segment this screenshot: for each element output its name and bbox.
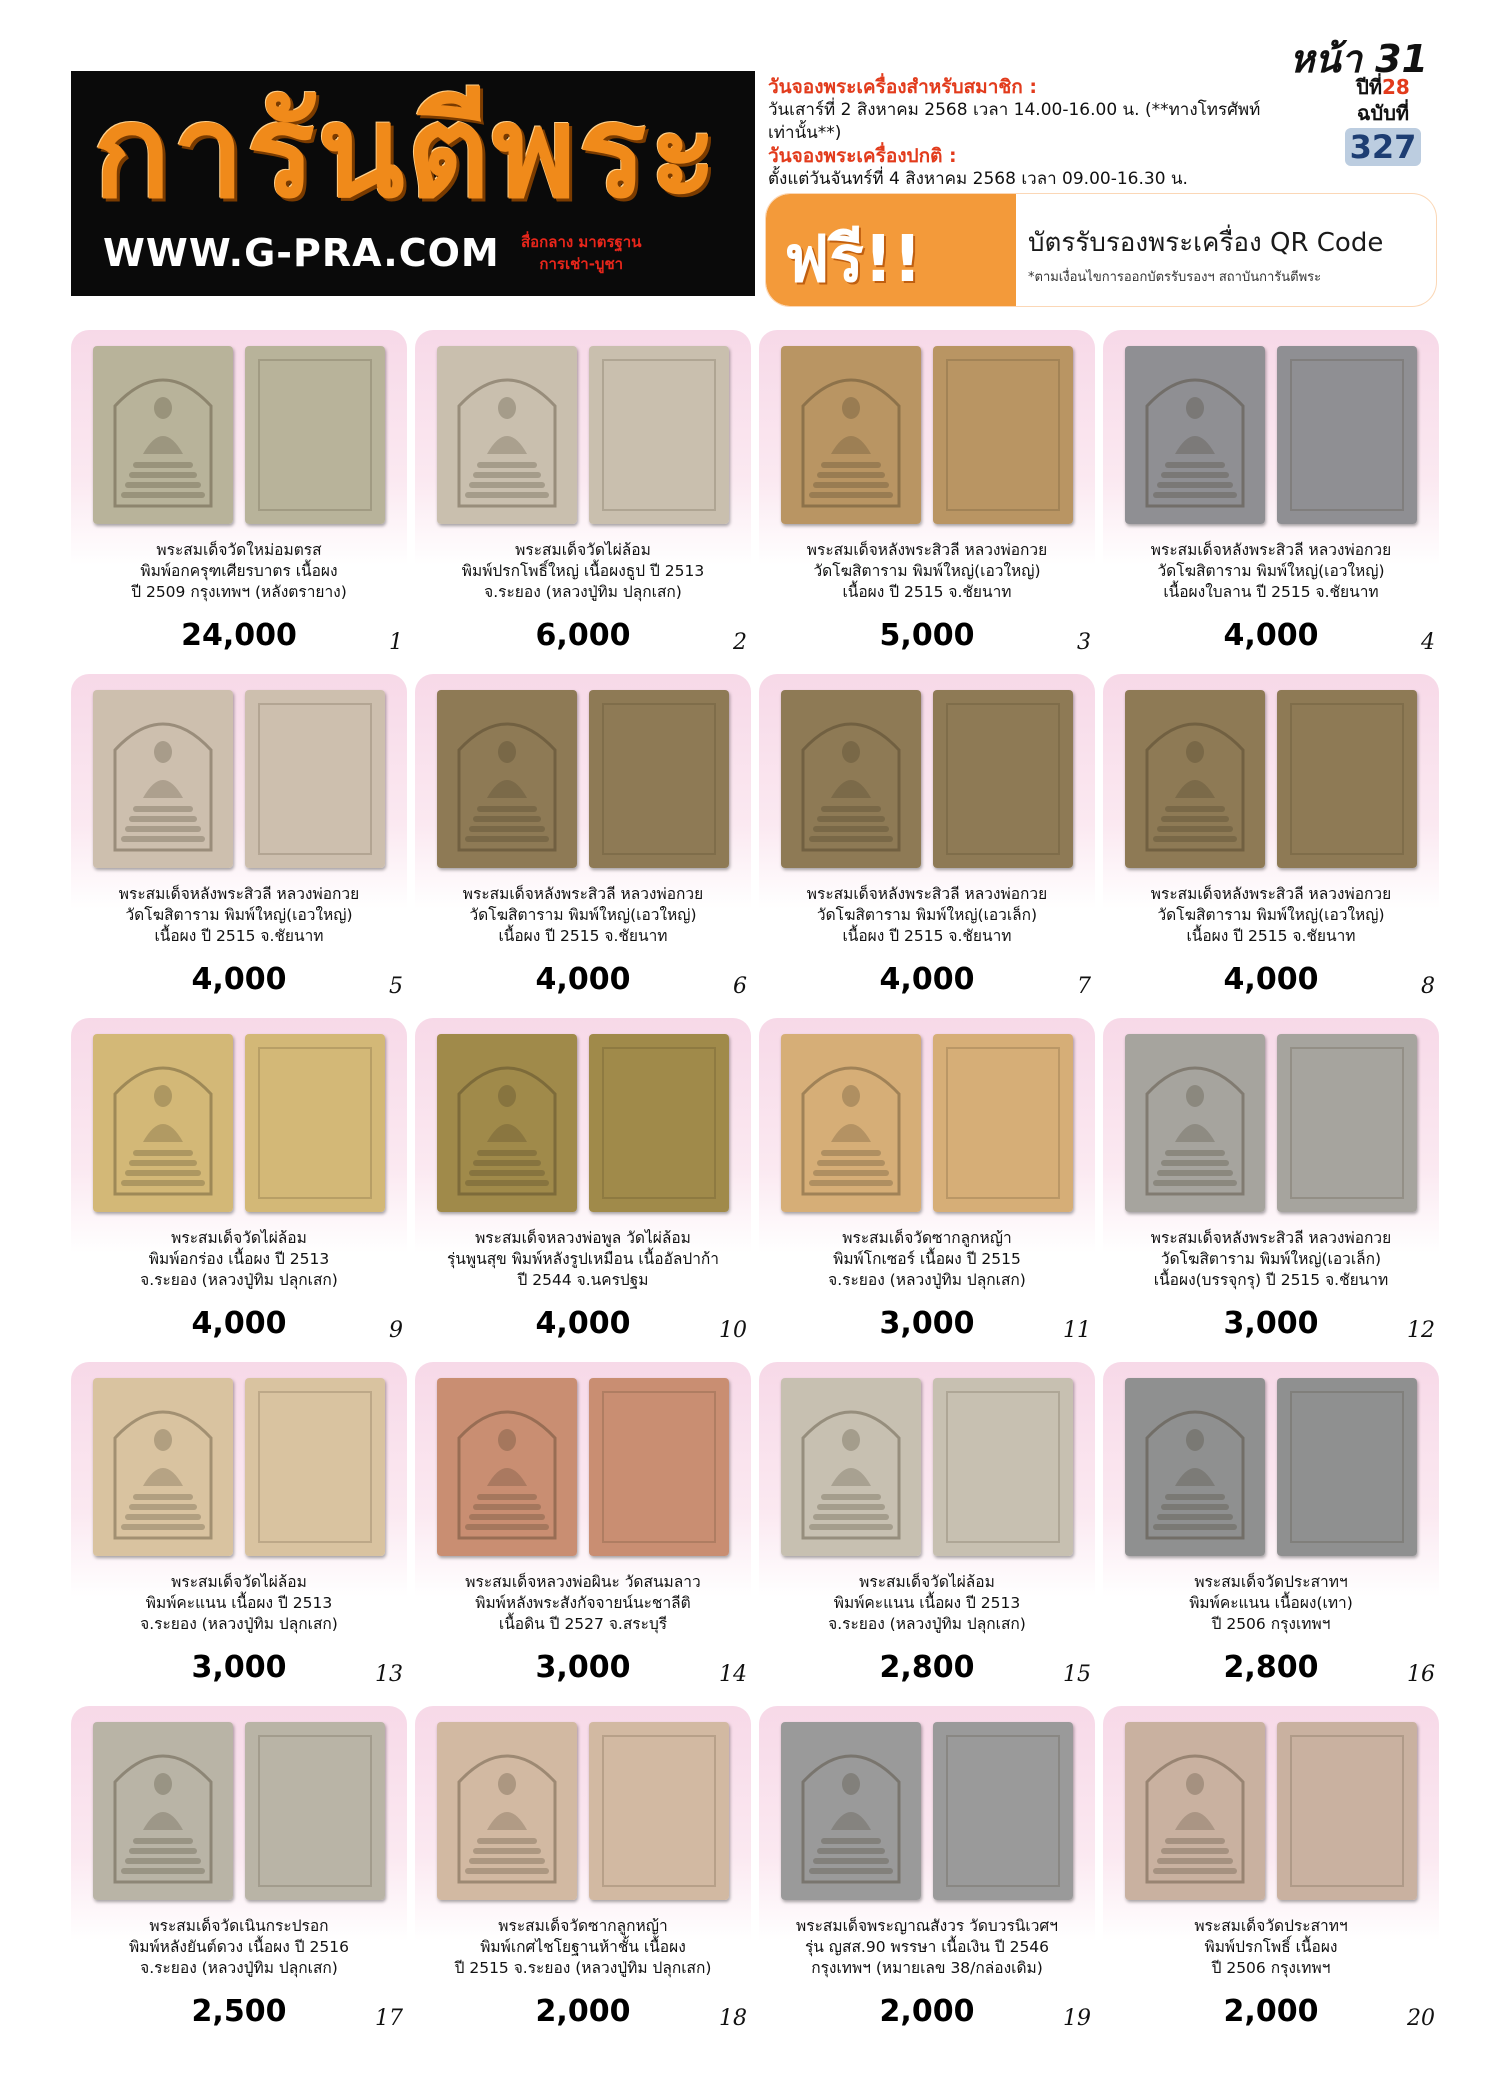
description-line1: พระสมเด็จวัดไผ่ล้อม [515,541,651,559]
description-line2: วัดโฆสิตาราม พิมพ์ใหญ่(เอวใหญ่) [469,906,697,924]
amulet-front-image [437,1034,577,1212]
amulet-back-image [245,1034,385,1212]
amulet-price: 2,000 [535,1994,631,2029]
amulet-description [79,884,399,947]
page-number: หน้า 31 [1289,37,1428,81]
booking-notice [768,76,1328,191]
description-line1: พระสมเด็จวัดประสาทฯ [1194,1573,1348,1591]
item-number: 6 [733,974,747,999]
slogan-line-1: สื่อกลาง มาตรฐาน [521,233,642,251]
amulet-price: 3,000 [191,1650,287,1685]
free-badge [766,194,1016,306]
description-line2: วัดโฆสิตาราม พิมพ์ใหญ่(เอวเล็ก) [1160,1250,1382,1268]
description-line3: ปี 2515 จ.ระยอง (หลวงปู่ทิม ปลุกเสก) [454,1959,712,1977]
description-line3: ปี 2544 จ.นครปฐม [517,1271,649,1289]
amulet-front-image [437,1722,577,1900]
item-number: 17 [375,2006,403,2031]
amulet-photos [781,1722,1073,1900]
amulet-back-image [589,1034,729,1212]
amulet-description [767,1228,1087,1291]
description-line1: พระสมเด็จวัดใหม่อมตรส [156,541,322,559]
description-line3: จ.ระยอง (หลวงปู่ทิม ปลุกเสก) [140,1271,338,1289]
description-line3: เนื้อผง ปี 2515 จ.ชัยนาท [842,927,1012,945]
amulet-card [71,1018,407,1354]
amulet-photos [437,1378,729,1556]
item-number: 15 [1063,1662,1091,1687]
amulet-photos [437,346,729,524]
item-number: 16 [1407,1662,1435,1687]
item-number: 18 [719,2006,747,2031]
description-line1: พระสมเด็จวัดซากลูกหญ้า [842,1229,1012,1247]
amulet-price: 2,000 [879,1994,975,2029]
amulet-card [759,1362,1095,1698]
amulet-photos [1125,346,1417,524]
item-number: 3 [1077,630,1091,655]
amulet-front-image [93,1034,233,1212]
item-number: 10 [719,1318,747,1343]
banner-note: *ตามเงื่อนไขการออกบัตรรับรองฯ สถาบันการันตีพระ [1028,270,1322,285]
logo-slogan [521,231,641,275]
amulet-front-image [437,346,577,524]
amulet-card [415,1706,751,2042]
amulet-back-image [933,690,1073,868]
description-line2: พิมพ์หลังยันต์ดวง เนื้อผง ปี 2516 [129,1938,349,1956]
amulet-front-image [1125,346,1265,524]
description-line1: พระสมเด็จวัดเนินกระปรอก [149,1917,329,1935]
description-line2: พิมพ์คะแนน เนื้อผง ปี 2513 [145,1594,333,1612]
amulet-back-image [1277,690,1417,868]
amulet-photos [93,1034,385,1212]
amulet-price: 2,500 [191,1994,287,2029]
description-line1: พระสมเด็จหลวงพ่อผินะ วัดสนมลาว [465,1573,701,1591]
amulet-front-image [93,1378,233,1556]
description-line3: กรุงเทพฯ (หมายเลข 38/กล่องเดิม) [811,1959,1043,1977]
description-line3: ปี 2509 กรุงเทพฯ (หลังตรายาง) [131,583,347,601]
amulet-front-image [1125,1378,1265,1556]
amulet-front-image [93,690,233,868]
amulet-front-image [1125,1722,1265,1900]
amulet-back-image [245,1378,385,1556]
item-number: 12 [1407,1318,1435,1343]
amulet-front-image [437,690,577,868]
description-line1: พระสมเด็จหลังพระสิวลี หลวงพ่อกวย [1150,1229,1392,1247]
amulet-description [423,1916,743,1979]
amulet-price: 3,000 [879,1306,975,1341]
amulet-price: 3,000 [1223,1306,1319,1341]
amulet-price: 4,000 [191,962,287,997]
issue-info [1338,74,1428,186]
amulet-price: 4,000 [191,1306,287,1341]
description-line2: พิมพ์ปรกโพธิ์ใหญ่ เนื้อผงธูป ปี 2513 [461,562,705,580]
amulet-description [767,540,1087,603]
amulet-card [759,1018,1095,1354]
amulet-front-image [781,1034,921,1212]
description-line2: วัดโฆสิตาราม พิมพ์ใหญ่(เอวเล็ก) [816,906,1038,924]
amulet-card [71,330,407,666]
amulet-card [1103,1362,1439,1698]
amulet-price: 4,000 [879,962,975,997]
amulet-back-image [1277,1378,1417,1556]
amulet-description [423,540,743,603]
amulet-photos [781,346,1073,524]
amulet-photos [781,690,1073,868]
amulet-front-image [781,346,921,524]
description-line2: พิมพ์คะแนน เนื้อผง(เทา) [1189,1594,1353,1612]
amulet-price: 5,000 [879,618,975,653]
amulet-description [79,1228,399,1291]
description-line3: เนื้อผง ปี 2515 จ.ชัยนาท [1186,927,1356,945]
amulet-description [1111,1228,1431,1291]
amulet-card [71,1706,407,2042]
description-line1: พระสมเด็จหลังพระสิวลี หลวงพ่อกวย [1150,885,1392,903]
year-label: ปีที่ [1356,75,1383,99]
description-line1: พระสมเด็จหลังพระสิวลี หลวงพ่อกวย [118,885,360,903]
amulet-description [79,1572,399,1635]
amulet-description [767,884,1087,947]
year-value: 28 [1382,75,1410,99]
amulet-price: 24,000 [181,618,297,653]
amulet-back-image [933,1034,1073,1212]
amulet-description [423,1228,743,1291]
amulet-back-image [933,1378,1073,1556]
description-line1: พระสมเด็จวัดไผ่ล้อม [171,1229,307,1247]
description-line2: พิมพ์คะแนน เนื้อผง ปี 2513 [833,1594,1021,1612]
amulet-front-image [1125,1034,1265,1212]
amulet-photos [781,1034,1073,1212]
amulet-description [1111,540,1431,603]
item-number: 7 [1077,974,1091,999]
issue-label: ฉบับที่ [1356,101,1410,125]
amulet-back-image [589,1378,729,1556]
amulet-card [1103,330,1439,666]
free-text: ฟรี!! [784,223,923,297]
description-line3: ปี 2506 กรุงเทพฯ [1211,1959,1331,1977]
description-line1: พระสมเด็จวัดไผ่ล้อม [171,1573,307,1591]
amulet-description [1111,1916,1431,1979]
amulet-card [759,674,1095,1010]
description-line3: เนื้อผง(บรรจุกรุ) ปี 2515 จ.ชัยนาท [1153,1271,1389,1289]
amulet-card [1103,1018,1439,1354]
description-line2: พิมพ์อกครุฑเศียรบาตร เนื้อผง [140,562,338,580]
amulet-description [423,1572,743,1635]
amulet-back-image [933,346,1073,524]
amulet-photos [1125,1034,1417,1212]
description-line1: พระสมเด็จหลังพระสิวลี หลวงพ่อกวย [1150,541,1392,559]
logo-title: การันตีพระ [93,78,720,227]
amulet-photos [93,1378,385,1556]
amulet-card [415,674,751,1010]
description-line2: พิมพ์โกเซอร์ เนื้อผง ปี 2515 [833,1250,1021,1268]
amulet-front-image [93,346,233,524]
description-line1: พระสมเด็จหลังพระสิวลี หลวงพ่อกวย [806,541,1048,559]
qr-certificate-banner [766,194,1436,306]
description-line3: เนื้อผง ปี 2515 จ.ชัยนาท [498,927,668,945]
amulet-front-image [781,690,921,868]
year-line [1338,74,1428,100]
description-line3: เนื้อผง ปี 2515 จ.ชัยนาท [154,927,324,945]
amulet-back-image [1277,1722,1417,1900]
description-line3: ปี 2506 กรุงเทพฯ [1211,1615,1331,1633]
amulet-description [767,1916,1087,1979]
amulet-card [415,1362,751,1698]
item-number: 9 [389,1318,403,1343]
amulet-card [415,330,751,666]
amulet-card [71,1362,407,1698]
amulet-price: 2,800 [1223,1650,1319,1685]
amulet-photos [437,1722,729,1900]
amulet-front-image [781,1722,921,1900]
description-line2: พิมพ์เกศไชโยฐานห้าชั้น เนื้อผง [480,1938,686,1956]
description-line2: รุ่น ญสส.90 พรรษา เนื้อเงิน ปี 2546 [804,1938,1050,1956]
amulet-card [759,330,1095,666]
description-line1: พระสมเด็จวัดประสาทฯ [1194,1917,1348,1935]
description-line3: จ.ระยอง (หลวงปู่ทิม ปลุกเสก) [828,1271,1026,1289]
amulet-back-image [245,1722,385,1900]
amulet-front-image [781,1378,921,1556]
issue-number: 327 [1345,128,1421,166]
normal-booking-heading: วันจองพระเครื่องปกติ : [768,145,957,167]
amulet-description [79,1916,399,1979]
item-number: 8 [1421,974,1435,999]
amulet-front-image [93,1722,233,1900]
banner-title: บัตรรับรองพระเครื่อง QR Code [1028,228,1384,258]
amulet-card [759,1706,1095,2042]
amulet-price: 4,000 [1223,618,1319,653]
amulet-description [1111,884,1431,947]
description-line1: พระสมเด็จวัดไผ่ล้อม [859,1573,995,1591]
description-line3: จ.ระยอง (หลวงปู่ทิม ปลุกเสก) [484,583,682,601]
item-number: 19 [1063,2006,1091,2031]
amulet-price: 4,000 [535,962,631,997]
amulet-back-image [589,690,729,868]
amulet-photos [1125,1378,1417,1556]
amulet-back-image [1277,1034,1417,1212]
item-number: 20 [1407,2006,1435,2031]
description-line3: เนื้อผงใบลาน ปี 2515 จ.ชัยนาท [1163,583,1379,601]
amulet-description [1111,1572,1431,1635]
item-number: 5 [389,974,403,999]
description-line3: จ.ระยอง (หลวงปู่ทิม ปลุกเสก) [140,1959,338,1977]
description-line1: พระสมเด็จวัดซากลูกหญ้า [498,1917,668,1935]
amulet-price: 4,000 [535,1306,631,1341]
amulet-description [767,1572,1087,1635]
amulet-back-image [1277,346,1417,524]
amulet-photos [93,1722,385,1900]
amulet-photos [1125,690,1417,868]
item-number: 1 [389,630,403,655]
amulet-photos [93,346,385,524]
amulet-card [71,674,407,1010]
amulet-price: 6,000 [535,618,631,653]
item-number: 2 [733,630,747,655]
description-line2: วัดโฆสิตาราม พิมพ์ใหญ่(เอวใหญ่) [1157,906,1385,924]
item-number: 13 [375,1662,403,1687]
description-line3: จ.ระยอง (หลวงปู่ทิม ปลุกเสก) [828,1615,1026,1633]
amulet-photos [437,1034,729,1212]
amulet-back-image [245,346,385,524]
amulet-back-image [589,346,729,524]
amulet-photos [93,690,385,868]
slogan-line-2: การเช่า-บูชา [539,255,624,273]
item-number: 4 [1421,630,1435,655]
amulet-card [1103,674,1439,1010]
amulet-front-image [1125,690,1265,868]
item-number: 11 [1063,1318,1091,1343]
item-number: 14 [719,1662,747,1687]
description-line3: จ.ระยอง (หลวงปู่ทิม ปลุกเสก) [140,1615,338,1633]
amulet-photos [781,1378,1073,1556]
amulet-card [1103,1706,1439,2042]
amulet-price: 2,000 [1223,1994,1319,2029]
amulet-price: 3,000 [535,1650,631,1685]
amulet-description [423,884,743,947]
amulet-photos [437,690,729,868]
description-line1: พระสมเด็จพระญาณสังวร วัดบวรนิเวศฯ [796,1917,1058,1935]
description-line1: พระสมเด็จหลังพระสิวลี หลวงพ่อกวย [462,885,704,903]
description-line3: เนื้อผง ปี 2515 จ.ชัยนาท [842,583,1012,601]
description-line3: เนื้อดิน ปี 2527 จ.สระบุรี [498,1615,668,1633]
amulet-back-image [245,690,385,868]
normal-booking-time: ตั้งแต่วันจันทร์ที่ 4 สิงหาคม 2568 เวลา 09.00-16.30 น. [768,169,1188,189]
description-line2: วัดโฆสิตาราม พิมพ์ใหญ่(เอวใหญ่) [125,906,353,924]
amulet-description [79,540,399,603]
description-line2: พิมพ์ปรกโพธิ์ เนื้อผง [1204,1938,1338,1956]
brand-logo [71,71,755,296]
amulet-front-image [437,1378,577,1556]
amulet-card [415,1018,751,1354]
amulet-photos [1125,1722,1417,1900]
member-booking-heading: วันจองพระเครื่องสำหรับสมาชิก : [768,76,1037,98]
logo-url: WWW.G-PRA.COM [103,231,500,275]
description-line2: พิมพ์หลังพระสังกัจจายน์นะชาลีติ [475,1594,691,1612]
description-line2: รุ่นพูนสุข พิมพ์หลังรูปเหมือน เนื้ออัลปาก้า [446,1250,720,1268]
description-line2: วัดโฆสิตาราม พิมพ์ใหญ่(เอวใหญ่) [1157,562,1385,580]
amulet-back-image [933,1722,1073,1900]
description-line1: พระสมเด็จหลังพระสิวลี หลวงพ่อกวย [806,885,1048,903]
member-booking-time: วันเสาร์ที่ 2 สิงหาคม 2568 เวลา 14.00-16.00 น. (**ทางโทรศัพท์เท่านั้น**) [768,100,1261,143]
description-line1: พระสมเด็จหลวงพ่อพูล วัดไผ่ล้อม [475,1229,691,1247]
amulet-price: 2,800 [879,1650,975,1685]
amulet-price: 4,000 [1223,962,1319,997]
description-line2: วัดโฆสิตาราม พิมพ์ใหญ่(เอวใหญ่) [813,562,1041,580]
description-line2: พิมพ์อกร่อง เนื้อผง ปี 2513 [148,1250,330,1268]
amulet-back-image [589,1722,729,1900]
